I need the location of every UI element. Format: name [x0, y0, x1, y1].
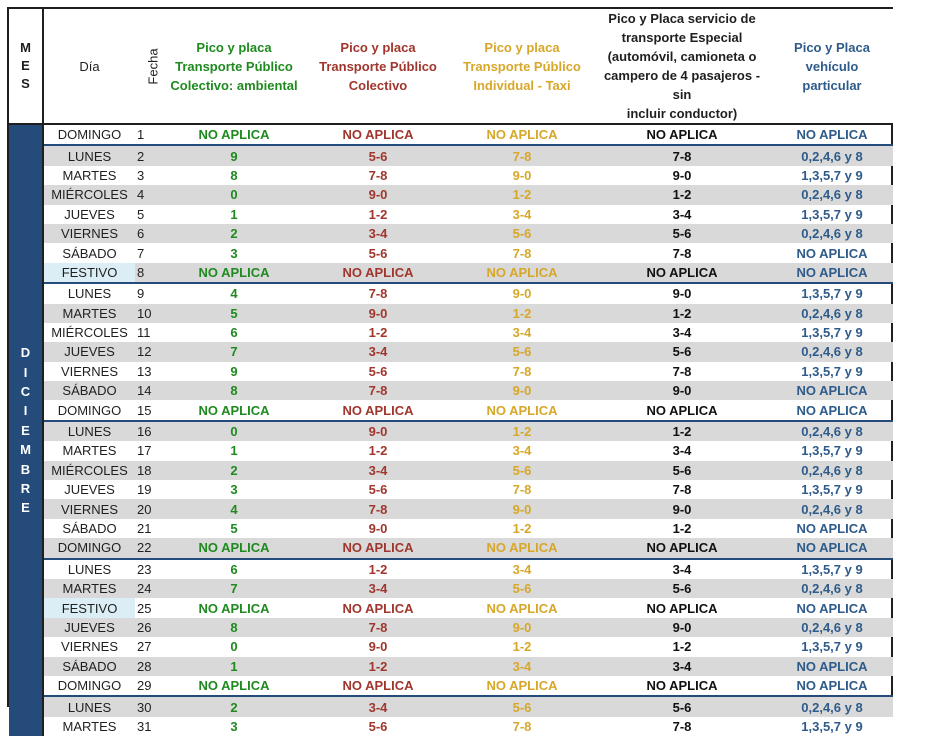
- cell-fecha: 4: [135, 185, 163, 204]
- cell-colectivo: 3-4: [305, 342, 451, 361]
- header-line: Pico y Placa vehículo: [794, 39, 870, 74]
- cell-fecha: 14: [135, 381, 163, 400]
- month-column: [9, 124, 43, 736]
- cell-especial: 5-6: [593, 696, 771, 716]
- cell-individual: 3-4: [512, 325, 532, 341]
- header-line: transporte Especial: [621, 30, 743, 45]
- cell-ambiental: 3: [230, 482, 238, 498]
- cell-ambiental: 1: [230, 443, 238, 459]
- cell-dia: LUNES: [43, 696, 135, 716]
- cell-fecha: 16: [135, 421, 163, 441]
- cell-especial: NO APLICA: [593, 263, 771, 283]
- cell-ambiental: 2: [163, 224, 305, 243]
- table-row: [9, 480, 893, 499]
- cell-individual: 3-4: [451, 657, 593, 676]
- cell-fecha: 13: [137, 363, 152, 379]
- month-letters: [9, 343, 42, 518]
- cell-individual: NO APLICA: [486, 127, 558, 143]
- cell-especial: 5-6: [593, 224, 771, 243]
- header-line: campero de 4 pasajeros -sin: [603, 68, 761, 102]
- cell-ambiental: 3: [230, 718, 238, 734]
- table-row: [9, 657, 893, 676]
- cell-especial: 1-2: [672, 639, 692, 655]
- cell-particular: NO APLICA: [771, 381, 893, 400]
- cell-dia: JUEVES: [64, 206, 115, 222]
- cell-ambiental: 2: [163, 461, 305, 480]
- cell-colectivo: 9-0: [305, 304, 451, 323]
- cell-especial: 9-0: [593, 283, 771, 303]
- cell-colectivo: 1-2: [368, 443, 388, 459]
- table-row: [9, 559, 893, 579]
- month-letter: B: [20, 461, 31, 477]
- cell-especial: NO APLICA: [593, 538, 771, 558]
- cell-ambiental: 1: [163, 657, 305, 676]
- header-line: Transporte Público: [319, 58, 437, 74]
- cell-particular: 0,2,4,6 y 8: [771, 696, 893, 716]
- cell-dia: MARTES: [62, 443, 117, 459]
- table-row: [9, 461, 893, 480]
- cell-colectivo: 7-8: [305, 283, 451, 303]
- cell-ambiental: 9: [163, 145, 305, 165]
- cell-dia: JUEVES: [43, 618, 135, 637]
- month-letter: M: [20, 442, 31, 458]
- cell-especial: 9-0: [672, 167, 692, 183]
- header-dia: Día: [43, 9, 135, 124]
- cell-dia: DOMINGO: [57, 127, 122, 143]
- cell-particular: 1,3,5,7 y 9: [771, 559, 893, 579]
- cell-dia: JUEVES: [64, 482, 115, 498]
- table-row: [9, 224, 893, 243]
- cell-dia: MARTES: [43, 579, 135, 598]
- cell-colectivo: 5-6: [368, 245, 388, 261]
- cell-ambiental: 0: [163, 185, 305, 204]
- cell-individual: 3-4: [512, 206, 532, 222]
- cell-especial: NO APLICA: [646, 678, 718, 694]
- cell-fecha: 26: [135, 618, 163, 637]
- cell-fecha: 27: [137, 639, 152, 655]
- header-line: Individual - Taxi: [473, 77, 571, 93]
- cell-ambiental: 1: [230, 206, 238, 222]
- header-mes-letter: E: [21, 58, 30, 73]
- header-row: [9, 9, 893, 124]
- cell-individual: 7-8: [451, 145, 593, 165]
- table-row: [9, 499, 893, 518]
- table-row: [9, 283, 893, 303]
- cell-individual: 5-6: [451, 342, 593, 361]
- cell-dia: VIERNES: [43, 224, 135, 243]
- cell-fecha: 7: [137, 245, 145, 261]
- cell-particular: 1,3,5,7 y 9: [801, 363, 863, 379]
- cell-colectivo: 5-6: [368, 363, 388, 379]
- cell-fecha: 9: [135, 283, 163, 303]
- table-row: [9, 243, 893, 262]
- table-row: [9, 263, 893, 283]
- table-row: [9, 362, 893, 381]
- cell-fecha: 28: [135, 657, 163, 676]
- cell-particular: 1,3,5,7 y 9: [801, 167, 863, 183]
- cell-ambiental: 0: [230, 639, 238, 655]
- cell-individual: 5-6: [451, 224, 593, 243]
- cell-fecha: 18: [135, 461, 163, 480]
- cell-particular: NO APLICA: [771, 263, 893, 283]
- cell-especial: 7-8: [672, 363, 692, 379]
- cell-fecha: 25: [137, 600, 152, 616]
- cell-ambiental: 6: [163, 559, 305, 579]
- table-row: [9, 717, 893, 736]
- cell-colectivo: 1-2: [305, 559, 451, 579]
- cell-fecha: 2: [135, 145, 163, 165]
- cell-colectivo: NO APLICA: [342, 600, 414, 616]
- cell-especial: 1-2: [593, 304, 771, 323]
- header-mes-letter: S: [21, 76, 30, 91]
- cell-colectivo: 9-0: [305, 185, 451, 204]
- cell-particular: 1,3,5,7 y 9: [801, 443, 863, 459]
- cell-particular: NO APLICA: [771, 538, 893, 558]
- cell-colectivo: NO APLICA: [305, 263, 451, 283]
- cell-colectivo: 5-6: [368, 718, 388, 734]
- cell-dia: SÁBADO: [43, 381, 135, 400]
- cell-fecha: 15: [137, 402, 152, 418]
- cell-particular: 0,2,4,6 y 8: [771, 304, 893, 323]
- cell-dia: VIERNES: [60, 639, 119, 655]
- cell-dia: FESTIVO: [43, 598, 135, 617]
- cell-dia: DOMINGO: [57, 678, 122, 694]
- cell-fecha: 10: [135, 304, 163, 323]
- table-row: [9, 400, 893, 420]
- cell-dia: SÁBADO: [62, 245, 117, 261]
- cell-colectivo: 9-0: [368, 521, 388, 536]
- cell-fecha: 6: [135, 224, 163, 243]
- cell-individual: 5-6: [451, 696, 593, 716]
- header-line: Pico y placa: [484, 39, 560, 55]
- cell-dia: MIÉRCOLES: [43, 185, 135, 204]
- cell-especial: 7-8: [593, 145, 771, 165]
- cell-colectivo: 1-2: [305, 657, 451, 676]
- header-individual-taxi: [451, 9, 593, 124]
- cell-dia: MIÉRCOLES: [51, 325, 128, 341]
- cell-dia: VIERNES: [60, 363, 119, 379]
- table-row: [9, 519, 893, 538]
- month-letter: R: [20, 481, 31, 497]
- cell-individual: 9-0: [451, 283, 593, 303]
- header-line: Transporte Público: [175, 58, 293, 74]
- cell-ambiental: NO APLICA: [198, 600, 270, 616]
- cell-individual: NO APLICA: [486, 600, 558, 616]
- cell-particular: 1,3,5,7 y 9: [801, 325, 863, 341]
- cell-individual: 1-2: [451, 304, 593, 323]
- cell-particular: NO APLICA: [796, 678, 868, 694]
- cell-particular: 0,2,4,6 y 8: [771, 224, 893, 243]
- cell-fecha: 11: [137, 325, 151, 341]
- cell-ambiental: NO APLICA: [163, 538, 305, 558]
- cell-dia: JUEVES: [43, 342, 135, 361]
- cell-individual: 5-6: [451, 461, 593, 480]
- cell-especial: 3-4: [593, 657, 771, 676]
- header-line: Colectivo: ambiental: [170, 77, 298, 93]
- cell-individual: 9-0: [451, 618, 593, 637]
- cell-individual: NO APLICA: [451, 263, 593, 283]
- cell-individual: 9-0: [451, 499, 593, 518]
- cell-colectivo: NO APLICA: [305, 538, 451, 558]
- cell-individual: NO APLICA: [451, 538, 593, 558]
- cell-ambiental: 6: [230, 325, 238, 341]
- table-row: [9, 579, 893, 598]
- cell-especial: 3-4: [672, 206, 692, 222]
- cell-individual: 1-2: [512, 639, 532, 655]
- cell-colectivo: NO APLICA: [342, 678, 414, 694]
- cell-especial: 7-8: [672, 482, 692, 498]
- cell-fecha: 19: [137, 482, 152, 498]
- pico-y-placa-table-frame: [7, 7, 893, 734]
- cell-individual: 3-4: [512, 443, 532, 459]
- cell-ambiental: 4: [163, 283, 305, 303]
- cell-ambiental: 7: [163, 579, 305, 598]
- cell-especial: 9-0: [593, 381, 771, 400]
- cell-individual: 1-2: [451, 185, 593, 204]
- cell-particular: 1,3,5,7 y 9: [801, 718, 863, 734]
- header-colectivo: [305, 9, 451, 124]
- cell-particular: 1,3,5,7 y 9: [771, 283, 893, 303]
- cell-particular: NO APLICA: [771, 657, 893, 676]
- table-row: [9, 618, 893, 637]
- cell-ambiental: 7: [163, 342, 305, 361]
- cell-especial: 9-0: [593, 499, 771, 518]
- table-body: [9, 124, 893, 736]
- cell-colectivo: 9-0: [305, 421, 451, 441]
- cell-particular: 0,2,4,6 y 8: [771, 145, 893, 165]
- month-letter: D: [20, 345, 31, 361]
- table-row: [9, 696, 893, 716]
- cell-ambiental: 8: [230, 167, 238, 183]
- cell-particular: NO APLICA: [796, 600, 868, 616]
- cell-particular: NO APLICA: [796, 402, 868, 418]
- cell-dia: LUNES: [43, 421, 135, 441]
- cell-especial: 5-6: [593, 579, 771, 598]
- header-line: (automóvil, camioneta o: [607, 49, 757, 64]
- cell-ambiental: 2: [163, 696, 305, 716]
- cell-colectivo: 1-2: [368, 206, 388, 222]
- cell-fecha: 17: [137, 443, 152, 459]
- cell-individual: 9-0: [451, 381, 593, 400]
- cell-colectivo: 3-4: [305, 461, 451, 480]
- header-line: Pico y placa: [196, 39, 272, 55]
- cell-ambiental: 8: [163, 618, 305, 637]
- cell-colectivo: 1-2: [368, 325, 388, 341]
- cell-colectivo: 3-4: [305, 224, 451, 243]
- cell-especial: NO APLICA: [646, 600, 718, 616]
- cell-colectivo: 7-8: [305, 499, 451, 518]
- cell-particular: NO APLICA: [796, 245, 868, 261]
- cell-individual: 7-8: [512, 245, 532, 261]
- cell-dia: DOMINGO: [57, 402, 122, 418]
- cell-dia: SÁBADO: [43, 657, 135, 676]
- cell-dia: FESTIVO: [43, 263, 135, 283]
- table-row: [9, 441, 893, 460]
- header-line: Pico y Placa servicio de: [608, 11, 756, 26]
- table-row: [9, 381, 893, 400]
- cell-colectivo: 7-8: [305, 381, 451, 400]
- cell-colectivo: 5-6: [305, 145, 451, 165]
- cell-fecha: 24: [135, 579, 163, 598]
- cell-individual: 7-8: [512, 482, 532, 498]
- cell-particular: 1,3,5,7 y 9: [801, 482, 863, 498]
- table-row: [9, 323, 893, 342]
- cell-fecha: 12: [135, 342, 163, 361]
- header-line: Pico y placa: [340, 39, 416, 55]
- table-row: [9, 205, 893, 224]
- cell-colectivo: 7-8: [368, 167, 388, 183]
- header-line: incluir conductor): [626, 106, 738, 121]
- cell-particular: 0,2,4,6 y 8: [771, 342, 893, 361]
- cell-fecha: 30: [135, 696, 163, 716]
- cell-particular: 1,3,5,7 y 9: [801, 639, 863, 655]
- cell-especial: 3-4: [593, 559, 771, 579]
- cell-ambiental: NO APLICA: [198, 127, 270, 143]
- cell-particular: 0,2,4,6 y 8: [771, 421, 893, 441]
- header-line: Colectivo: [348, 77, 408, 93]
- cell-fecha: 20: [135, 499, 163, 518]
- cell-especial: 3-4: [672, 443, 692, 459]
- header-mes-letter: M: [20, 40, 31, 55]
- cell-especial: 1-2: [672, 521, 692, 536]
- cell-individual: NO APLICA: [486, 402, 558, 418]
- cell-particular: 0,2,4,6 y 8: [771, 499, 893, 518]
- table-row: [9, 145, 893, 165]
- cell-ambiental: 5: [230, 521, 238, 536]
- cell-dia: MARTES: [43, 304, 135, 323]
- cell-especial: 5-6: [593, 342, 771, 361]
- cell-fecha: 21: [137, 521, 152, 536]
- table-row: [9, 676, 893, 696]
- cell-ambiental: 4: [163, 499, 305, 518]
- cell-especial: 1-2: [593, 421, 771, 441]
- cell-especial: NO APLICA: [646, 402, 718, 418]
- cell-ambiental: 9: [230, 363, 238, 379]
- cell-particular: 1,3,5,7 y 9: [801, 206, 863, 222]
- cell-dia: MIÉRCOLES: [43, 461, 135, 480]
- table-row: [9, 421, 893, 441]
- cell-especial: 7-8: [672, 245, 692, 261]
- cell-fecha: 22: [135, 538, 163, 558]
- cell-fecha: 29: [137, 678, 152, 694]
- table-row: [9, 124, 893, 145]
- cell-individual: 3-4: [451, 559, 593, 579]
- cell-especial: 9-0: [593, 618, 771, 637]
- cell-particular: 0,2,4,6 y 8: [771, 618, 893, 637]
- cell-individual: 9-0: [512, 167, 532, 183]
- cell-dia: DOMINGO: [43, 538, 135, 558]
- cell-individual: 7-8: [512, 718, 532, 734]
- cell-particular: 0,2,4,6 y 8: [771, 461, 893, 480]
- cell-colectivo: 3-4: [305, 696, 451, 716]
- cell-particular: 0,2,4,6 y 8: [771, 579, 893, 598]
- cell-colectivo: 5-6: [368, 482, 388, 498]
- header-fecha-label: Fecha: [145, 47, 161, 85]
- month-letter: E: [21, 422, 30, 438]
- cell-individual: 7-8: [512, 363, 532, 379]
- cell-colectivo: 7-8: [305, 618, 451, 637]
- cell-especial: 7-8: [672, 718, 692, 734]
- cell-ambiental: 0: [163, 421, 305, 441]
- cell-dia: SÁBADO: [62, 521, 117, 536]
- cell-individual: 5-6: [451, 579, 593, 598]
- month-letter: I: [23, 364, 28, 380]
- cell-individual: 1-2: [451, 421, 593, 441]
- month-letter: I: [23, 403, 28, 419]
- cell-colectivo: NO APLICA: [342, 127, 414, 143]
- cell-especial: 1-2: [593, 185, 771, 204]
- cell-dia: MARTES: [62, 718, 117, 734]
- cell-fecha: 1: [137, 127, 145, 143]
- header-particular: [771, 9, 893, 124]
- cell-particular: NO APLICA: [796, 521, 868, 536]
- table-row: [9, 598, 893, 617]
- cell-colectivo: 3-4: [305, 579, 451, 598]
- table-row: [9, 304, 893, 323]
- table-row: [9, 538, 893, 558]
- cell-ambiental: 5: [163, 304, 305, 323]
- cell-dia: LUNES: [43, 145, 135, 165]
- cell-ambiental: 3: [230, 245, 238, 261]
- header-especial: [593, 9, 771, 124]
- cell-ambiental: NO APLICA: [198, 402, 270, 418]
- cell-individual: NO APLICA: [486, 678, 558, 694]
- table-row: [9, 342, 893, 361]
- header-ambiental: [163, 9, 305, 124]
- cell-especial: NO APLICA: [646, 127, 718, 143]
- cell-fecha: 23: [135, 559, 163, 579]
- cell-fecha: 5: [137, 206, 145, 222]
- cell-dia: VIERNES: [43, 499, 135, 518]
- cell-particular: NO APLICA: [796, 127, 868, 143]
- header-line: Transporte Público: [463, 58, 581, 74]
- cell-ambiental: NO APLICA: [198, 678, 270, 694]
- cell-colectivo: 9-0: [368, 639, 388, 655]
- month-letter: E: [21, 500, 30, 516]
- table-row: [9, 185, 893, 204]
- table-row: [9, 637, 893, 656]
- cell-fecha: 3: [137, 167, 145, 183]
- cell-dia: LUNES: [43, 559, 135, 579]
- cell-especial: 3-4: [672, 325, 692, 341]
- header-mes: [9, 9, 43, 124]
- cell-ambiental: 8: [163, 381, 305, 400]
- cell-fecha: 8: [135, 263, 163, 283]
- cell-dia: MARTES: [62, 167, 117, 183]
- pico-y-placa-table: [9, 9, 893, 736]
- month-letter: C: [20, 384, 31, 400]
- table-row: [9, 166, 893, 185]
- header-line: particular: [802, 77, 862, 93]
- cell-ambiental: NO APLICA: [163, 263, 305, 283]
- cell-especial: 5-6: [593, 461, 771, 480]
- cell-fecha: 31: [137, 718, 152, 734]
- cell-particular: 0,2,4,6 y 8: [771, 185, 893, 204]
- header-fecha: [135, 9, 163, 124]
- cell-colectivo: NO APLICA: [342, 402, 414, 418]
- cell-dia: LUNES: [43, 283, 135, 303]
- cell-individual: 1-2: [512, 521, 532, 536]
